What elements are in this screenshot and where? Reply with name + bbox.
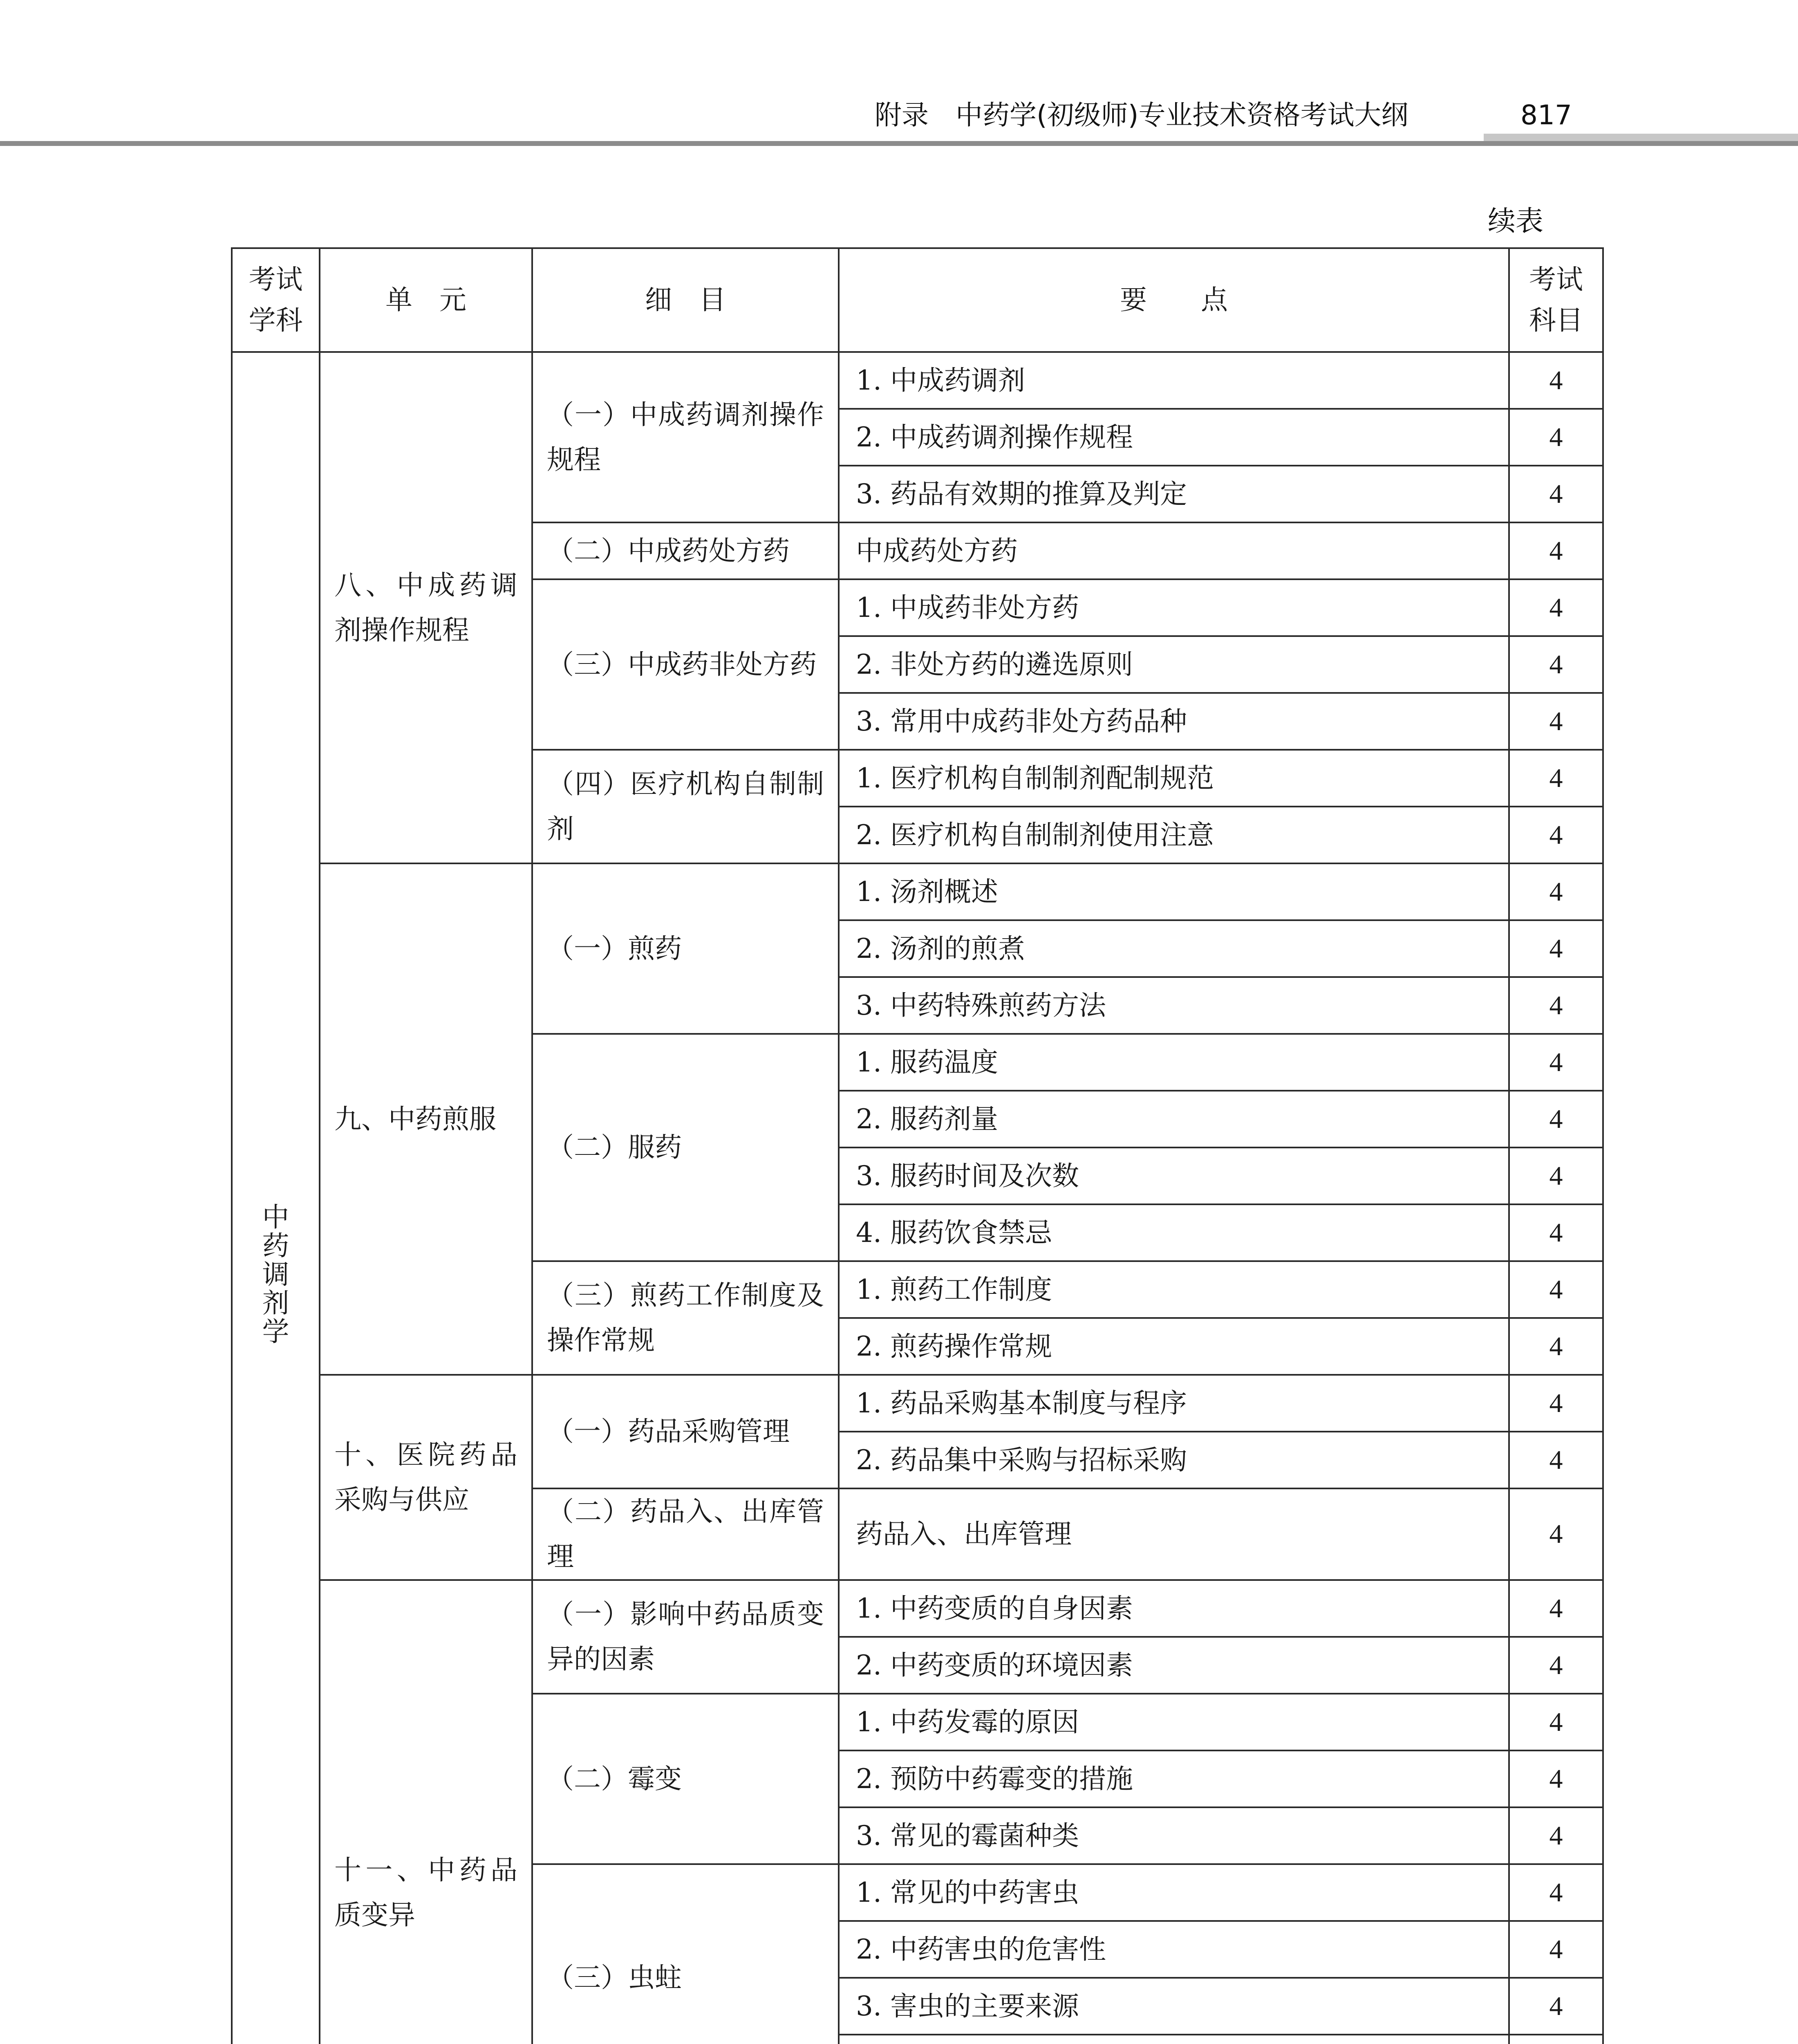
header-subject-label: 考试 学科	[249, 264, 303, 336]
count-cell: 4	[1509, 1807, 1603, 1864]
point-cell: 3. 常见的霉菌种类	[839, 1807, 1509, 1864]
point-cell	[839, 2035, 1509, 2044]
point-cell: 3. 药品有效期的推算及判定	[839, 466, 1509, 522]
header-count	[1509, 248, 1603, 352]
running-title: 附录 中药学(初级师)专业技术资格考试大纲	[875, 99, 1408, 131]
point-cell: 1. 医疗机构自制制剂配制规范	[839, 750, 1509, 807]
count-cell: 4	[1509, 863, 1603, 920]
point-cell: 1. 中药发霉的原因	[839, 1694, 1509, 1750]
detail-cell: （一）中成药调剂操作规程	[532, 352, 839, 522]
point-cell: 1. 中成药调剂	[839, 352, 1509, 409]
count-cell: 4	[1509, 1432, 1603, 1488]
count-cell: 4	[1509, 1261, 1603, 1318]
point-cell: 2. 中药害虫的危害性	[839, 1921, 1509, 1978]
detail-cell: （二）药品入、出库管理	[532, 1488, 839, 1580]
point-cell: 3. 中药特殊煎药方法	[839, 977, 1509, 1034]
point-cell: 1. 药品采购基本制度与程序	[839, 1375, 1509, 1432]
subject-label: 中药调剂学	[262, 1201, 289, 1347]
count-cell: 4	[1509, 579, 1603, 636]
count-cell: 4	[1509, 409, 1603, 466]
detail-cell: （二）霉变	[532, 1694, 839, 1864]
unit-cell: 九、中药煎服	[320, 863, 532, 1375]
header-unit	[320, 248, 532, 352]
count-cell: 4	[1509, 1148, 1603, 1204]
table-header	[232, 248, 1603, 352]
point-cell: 3. 常用中成药非处方药品种	[839, 693, 1509, 750]
count-cell: 4	[1509, 1375, 1603, 1432]
table-row	[232, 1375, 1603, 1432]
point-cell: 2. 汤剂的煎煮	[839, 920, 1509, 977]
detail-cell: （一）影响中药品质变异的因素	[532, 1580, 839, 1694]
detail-cell: （四）医疗机构自制制剂	[532, 750, 839, 863]
count-cell: 4	[1509, 920, 1603, 977]
count-cell: 4	[1509, 807, 1603, 863]
count-cell: 4	[1509, 1318, 1603, 1375]
point-cell: 2. 医疗机构自制制剂使用注意	[839, 807, 1509, 863]
count-cell: 4	[1509, 636, 1603, 693]
detail-cell: （三）煎药工作制度及操作常规	[532, 1261, 839, 1375]
count-cell: 4	[1509, 1091, 1603, 1148]
count-cell: 4	[1509, 1034, 1603, 1091]
point-cell: 3. 服药时间及次数	[839, 1148, 1509, 1204]
count-cell: 4	[1509, 1978, 1603, 2035]
detail-cell: （二）服药	[532, 1034, 839, 1261]
table-body	[232, 352, 1603, 2044]
point-cell: 1. 中药变质的自身因素	[839, 1580, 1509, 1637]
point-cell: 4. 服药饮食禁忌	[839, 1204, 1509, 1261]
count-cell: 4	[1509, 522, 1603, 579]
count-cell: 4	[1509, 466, 1603, 522]
table-header-row	[232, 248, 1603, 352]
point-cell: 1. 中成药非处方药	[839, 579, 1509, 636]
page-number: 817	[1520, 99, 1572, 131]
point-cell: 1. 汤剂概述	[839, 863, 1509, 920]
subject-cell	[232, 352, 320, 2044]
table-row	[232, 863, 1603, 920]
point-cell: 2. 中成药调剂操作规程	[839, 409, 1509, 466]
count-cell: 4	[1509, 1204, 1603, 1261]
count-cell: 4	[1509, 1750, 1603, 1807]
count-cell: 4	[1509, 977, 1603, 1034]
exam-outline-table	[231, 247, 1604, 2044]
point-cell: 2. 药品集中采购与招标采购	[839, 1432, 1509, 1488]
table-row	[232, 352, 1603, 409]
point-cell: 3. 害虫的主要来源	[839, 1978, 1509, 2035]
detail-cell: （一）药品采购管理	[532, 1375, 839, 1488]
point-cell: 1. 服药温度	[839, 1034, 1509, 1091]
count-cell: 4	[1509, 1694, 1603, 1750]
point-cell: 药品入、出库管理	[839, 1488, 1509, 1580]
detail-cell: （一）煎药	[532, 863, 839, 1034]
point-cell: 2. 预防中药霉变的措施	[839, 1750, 1509, 1807]
count-cell	[1509, 2035, 1603, 2044]
header-subject	[232, 248, 320, 352]
unit-cell: 十、医院药品采购与供应	[320, 1375, 532, 1580]
point-cell: 2. 煎药操作常规	[839, 1318, 1509, 1375]
count-cell: 4	[1509, 1921, 1603, 1978]
table-row	[232, 1580, 1603, 1637]
point-cell: 2. 中药变质的环境因素	[839, 1637, 1509, 1694]
point-cell: 中成药处方药	[839, 522, 1509, 579]
count-cell: 4	[1509, 693, 1603, 750]
detail-cell: （二）中成药处方药	[532, 522, 839, 579]
page-header	[0, 0, 1798, 151]
header-rule	[0, 141, 1798, 146]
count-cell: 4	[1509, 1580, 1603, 1637]
count-cell: 4	[1509, 750, 1603, 807]
detail-cell: （三）中成药非处方药	[532, 579, 839, 750]
header-point	[839, 248, 1509, 352]
count-cell: 4	[1509, 1637, 1603, 1694]
count-cell: 4	[1509, 1488, 1603, 1580]
unit-cell: 十一、中药品质变异	[320, 1580, 532, 2044]
unit-cell: 八、中成药调剂操作规程	[320, 352, 532, 863]
point-cell: 1. 常见的中药害虫	[839, 1864, 1509, 1921]
continued-table-label: 续表	[1488, 205, 1544, 238]
detail-cell: （三）虫蛀	[532, 1864, 839, 2044]
count-cell: 4	[1509, 352, 1603, 409]
header-point-label: 要 点	[1120, 284, 1228, 316]
header-unit-label: 单 元	[385, 284, 466, 316]
header-detail-label: 细 目	[645, 284, 726, 316]
point-cell: 1. 煎药工作制度	[839, 1261, 1509, 1318]
point-cell: 2. 服药剂量	[839, 1091, 1509, 1148]
count-cell: 4	[1509, 1864, 1603, 1921]
header-detail	[532, 248, 839, 352]
point-cell: 2. 非处方药的遴选原则	[839, 636, 1509, 693]
header-count-label: 考试 科目	[1529, 264, 1583, 336]
